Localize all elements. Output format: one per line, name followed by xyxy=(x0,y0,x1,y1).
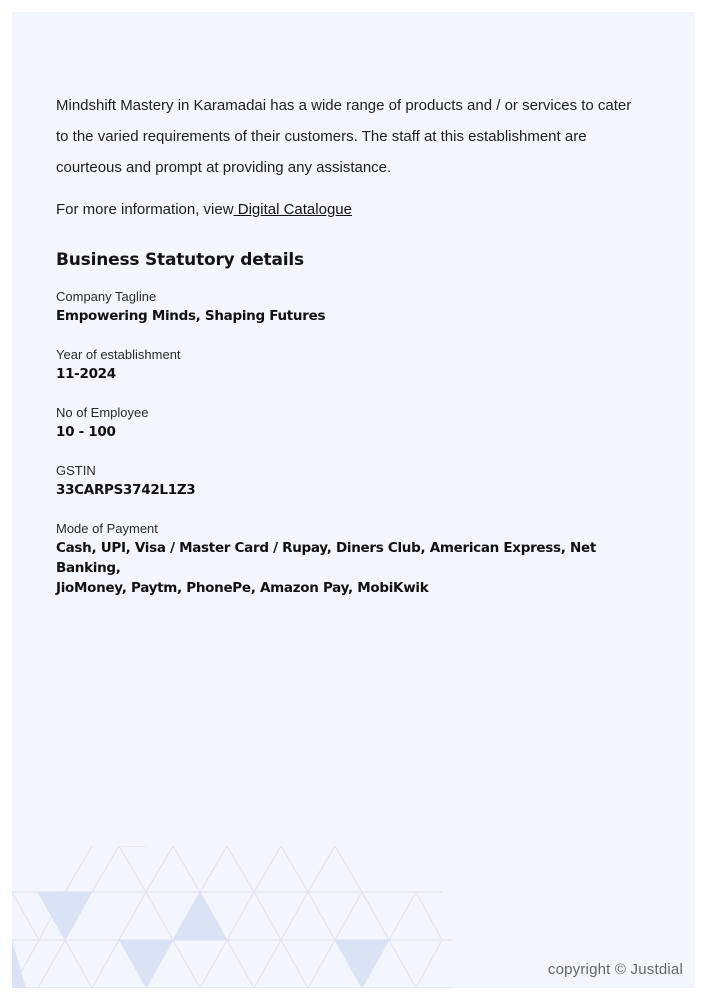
content-area xyxy=(56,90,656,598)
intro-line-2: to the varied requirements of their customers. The staff at this establishment are xyxy=(56,128,587,145)
field-label: GSTIN xyxy=(56,463,96,478)
field-gstin xyxy=(56,462,656,500)
field-label: Company Tagline xyxy=(56,289,157,304)
section-title: Business Statutory details xyxy=(56,250,304,270)
digital-catalogue-link[interactable]: Digital Catalogue xyxy=(233,201,352,218)
field-mode-of-payment xyxy=(56,520,656,598)
field-value: 33CARPS3742L1Z3 xyxy=(56,482,196,498)
field-no-of-employee xyxy=(56,404,656,442)
field-label: No of Employee xyxy=(56,405,149,420)
triangle-pattern-decoration xyxy=(12,846,452,988)
more-info-prefix: For more information, view xyxy=(56,201,234,218)
field-year-of-establishment xyxy=(56,346,656,384)
document-page xyxy=(12,12,695,988)
field-value: Empowering Minds, Shaping Futures xyxy=(56,308,326,324)
field-label: Year of establishment xyxy=(56,347,181,362)
intro-line-3: courteous and prompt at providing any assistance. xyxy=(56,159,392,176)
intro-paragraph xyxy=(56,90,656,183)
more-info-line xyxy=(56,200,656,220)
field-value: 11-2024 xyxy=(56,366,116,382)
payment-line-1: Cash, UPI, Visa / Master Card / Rupay, Diners Club, American Express, Net Banking, xyxy=(56,540,596,576)
intro-line-1: Mindshift Mastery in Karamadai has a wide range of products and / or services to cater xyxy=(56,97,632,114)
copyright-text: copyright © Justdial xyxy=(547,961,683,978)
field-value xyxy=(56,538,656,598)
payment-line-2: JioMoney, Paytm, PhonePe, Amazon Pay, MobiKwik xyxy=(56,580,429,596)
field-label: Mode of Payment xyxy=(56,521,158,536)
field-company-tagline xyxy=(56,288,656,326)
field-value: 10 - 100 xyxy=(56,424,116,440)
